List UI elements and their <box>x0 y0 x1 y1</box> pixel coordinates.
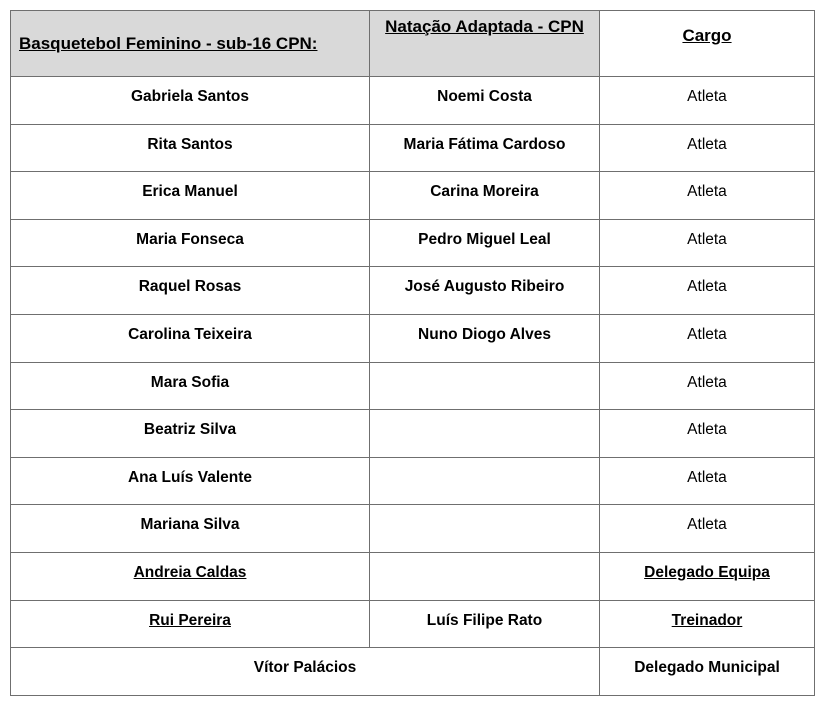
table-row <box>11 124 815 172</box>
table-row-footer <box>11 648 815 696</box>
cell-cargo: Atleta <box>600 457 815 505</box>
cell-cargo: Atleta <box>600 314 815 362</box>
cell-cargo: Treinador <box>600 600 815 648</box>
table-row <box>11 600 815 648</box>
cell-cargo: Atleta <box>600 267 815 315</box>
cell-natacao: Pedro Miguel Leal <box>370 219 600 267</box>
cell-cargo: Atleta <box>600 219 815 267</box>
table-row <box>11 314 815 362</box>
cell-cargo: Atleta <box>600 505 815 553</box>
table-row <box>11 410 815 458</box>
cell-basquetebol: Beatriz Silva <box>11 410 370 458</box>
cell-natacao: Carina Moreira <box>370 172 600 220</box>
table-row <box>11 505 815 553</box>
cell-basquetebol: Ana Luís Valente <box>11 457 370 505</box>
table-row <box>11 552 815 600</box>
table-body <box>11 77 815 696</box>
cell-natacao: Maria Fátima Cardoso <box>370 124 600 172</box>
cell-basquetebol: Carolina Teixeira <box>11 314 370 362</box>
cell-cargo: Delegado Equipa <box>600 552 815 600</box>
cell-basquetebol: Gabriela Santos <box>11 77 370 125</box>
cell-natacao <box>370 505 600 553</box>
cell-natacao <box>370 362 600 410</box>
cell-natacao: Luís Filipe Rato <box>370 600 600 648</box>
header-row <box>11 11 815 77</box>
cell-footer-cargo: Delegado Municipal <box>600 648 815 696</box>
cell-basquetebol: Rui Pereira <box>11 600 370 648</box>
cell-basquetebol: Andreia Caldas <box>11 552 370 600</box>
cell-cargo: Atleta <box>600 124 815 172</box>
table-row <box>11 267 815 315</box>
cell-natacao <box>370 410 600 458</box>
cell-natacao: Noemi Costa <box>370 77 600 125</box>
table-row <box>11 219 815 267</box>
cell-natacao <box>370 552 600 600</box>
cell-basquetebol: Raquel Rosas <box>11 267 370 315</box>
cell-natacao <box>370 457 600 505</box>
cell-basquetebol: Maria Fonseca <box>11 219 370 267</box>
roster-table <box>10 10 815 696</box>
cell-cargo: Atleta <box>600 172 815 220</box>
cell-cargo: Atleta <box>600 362 815 410</box>
cell-basquetebol: Erica Manuel <box>11 172 370 220</box>
header-basquetebol: Basquetebol Feminino - sub-16 CPN: <box>11 11 370 77</box>
table-header <box>11 11 815 77</box>
table-row <box>11 172 815 220</box>
cell-basquetebol: Mara Sofia <box>11 362 370 410</box>
header-natacao: Natação Adaptada - CPN <box>370 11 600 77</box>
table-row <box>11 77 815 125</box>
header-cargo: Cargo <box>600 11 815 77</box>
cell-footer-name: Vítor Palácios <box>11 648 600 696</box>
cell-basquetebol: Rita Santos <box>11 124 370 172</box>
cell-natacao: Nuno Diogo Alves <box>370 314 600 362</box>
cell-natacao: José Augusto Ribeiro <box>370 267 600 315</box>
cell-cargo: Atleta <box>600 410 815 458</box>
table-row <box>11 362 815 410</box>
cell-basquetebol: Mariana Silva <box>11 505 370 553</box>
cell-cargo: Atleta <box>600 77 815 125</box>
table-row <box>11 457 815 505</box>
